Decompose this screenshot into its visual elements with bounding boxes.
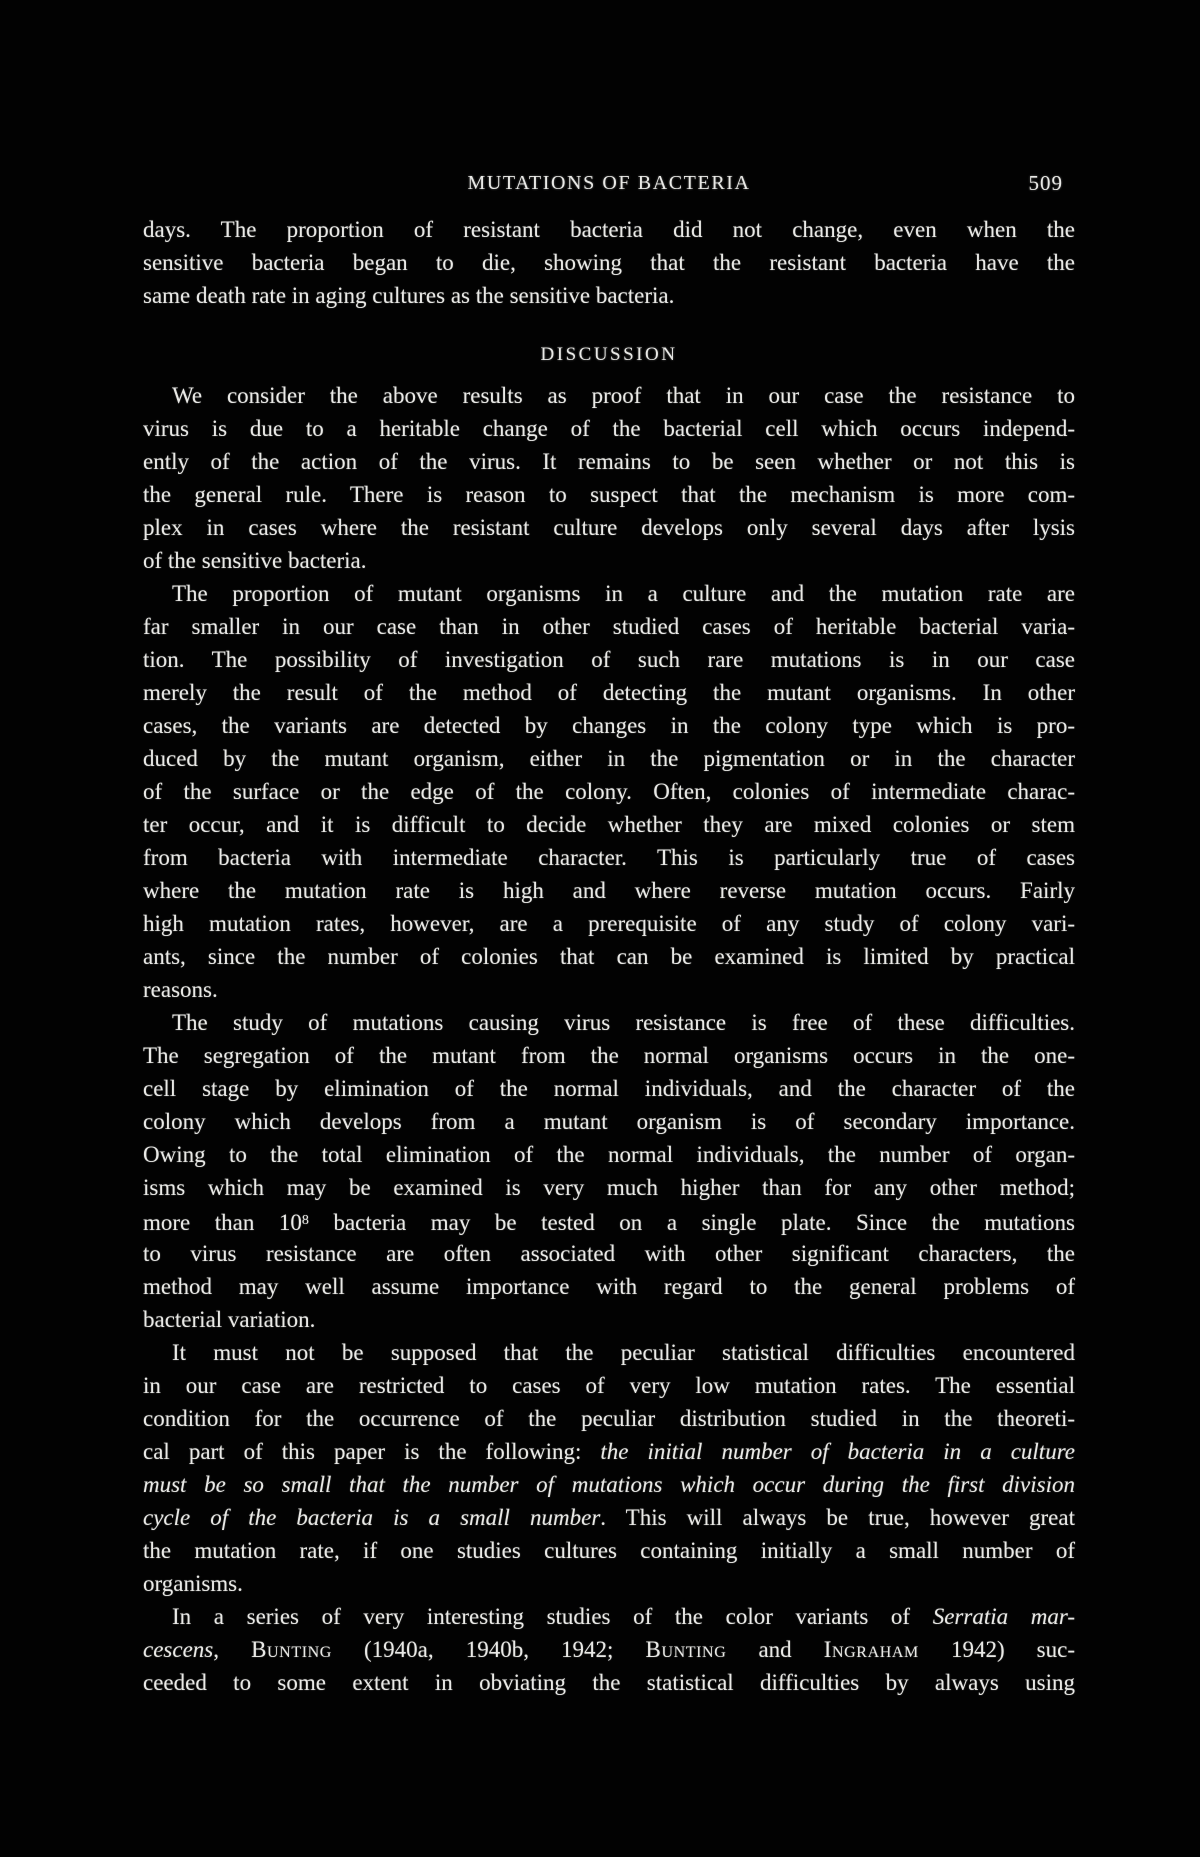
text-line [143,1501,1075,1534]
text-line [143,1171,1075,1204]
text-run: where the mutation rate is high and where reverse mutation occurs. Fairly [143,878,1075,903]
text-run: (1940a, 1940b, 1942; [331,1637,646,1662]
text-line [143,1237,1075,1270]
text-line [143,279,1075,312]
text-run: of the surface or the edge of the colony. Often, colonies of intermediate charac- [143,779,1075,804]
text-line [143,643,1075,676]
text-run: colony which develops from a mutant organism is of secondary importance. [143,1109,1075,1134]
text-line [143,1666,1075,1699]
text-line [143,1303,1075,1336]
text-run: ently of the action of the virus. It remains to be seen whether or not this is [143,449,1075,474]
running-head: MUTATIONS OF BACTERIA [467,172,751,194]
text-line [143,1072,1075,1105]
text-run: The study of mutations causing virus resistance is free of these difficulties. [172,1010,1075,1035]
text-run: virus is due to a heritable change of the bacterial cell which occurs independ- [143,416,1075,441]
text-run: cases, the variants are detected by changes in the colony type which is pro- [143,713,1075,738]
text-run: more than 10 [143,1210,302,1235]
text-run: In a series of very interesting studies of the color variants of [172,1604,933,1629]
text-line [143,412,1075,445]
text-run: The segregation of the mutant from the normal organisms occurs in the one- [143,1043,1075,1068]
text-line [143,379,1075,412]
text-run: bacterial variation. [143,1307,316,1332]
text-line [143,213,1075,246]
text-run: cell stage by elimination of the normal individuals, and the character of the [143,1076,1075,1101]
text-run: 1942) suc- [918,1637,1075,1662]
text-run: of the sensitive bacteria. [143,548,367,573]
text-line [143,841,1075,874]
text-line [143,1336,1075,1369]
text-run: We consider the above results as proof that in our case the resistance to [172,383,1075,408]
text-line [143,874,1075,907]
text-line [143,1369,1075,1402]
text-line [143,940,1075,973]
text-line [143,1105,1075,1138]
text-run: far smaller in our case than in other studied cases of heritable bacterial varia- [143,614,1075,639]
small-caps-name: Bunting [645,1637,727,1662]
text-line [143,775,1075,808]
text-run: from bacteria with intermediate character. This is particularly true of cases [143,845,1075,870]
text-run: ceeded to some extent in obviating the statistical difficulties by always using [143,1670,1075,1695]
text-run: sensitive bacteria began to die, showing that the resistant bacteria have the [143,250,1075,275]
text-run: and [726,1637,824,1662]
text-run: the mutation rate, if one studies cultures containing initially a small number of [143,1538,1075,1563]
text-line [143,676,1075,709]
text-run: tion. The possibility of investigation of such rare mutations is in our case [143,647,1075,672]
text-run: Owing to the total elimination of the normal individuals, the number of organ- [143,1142,1075,1167]
text-run: It must not be supposed that the peculiar statistical difficulties encountered [172,1340,1075,1365]
text-run: condition for the occurrence of the peculiar distribution studied in the theoreti- [143,1406,1075,1431]
text-run: reasons. [143,977,218,1002]
text-column [143,0,1075,1699]
text-line [143,907,1075,940]
text-run: high mutation rates, however, are a prerequisite of any study of colony vari- [143,911,1075,936]
text-line [143,742,1075,775]
text-line [143,808,1075,841]
text-line [143,610,1075,643]
text-run: plex in cases where the resistant culture develops only several days after lysis [143,515,1075,540]
page-number: 509 [1028,171,1063,195]
text-line [143,1567,1075,1600]
small-caps-name: Ingraham [823,1637,919,1662]
text-line [143,1435,1075,1468]
text-line [143,1138,1075,1171]
text-line [143,577,1075,610]
text-run: cal part of this paper is the following: [143,1439,601,1464]
text-run: organisms. [143,1571,243,1596]
text-line [143,1633,1075,1666]
text-line [143,1039,1075,1072]
text-run: bacteria may be tested on a single plate. Since the mutations [308,1210,1075,1235]
text-line [143,544,1075,577]
page-header [143,170,1075,196]
text-line [143,709,1075,742]
text-line [143,478,1075,511]
text-run: merely the result of the method of detecting the mutant organisms. In other [143,680,1075,705]
text-line [143,1270,1075,1303]
text-run: cescens [143,1637,214,1662]
text-run: , [213,1637,252,1662]
text-line [143,1402,1075,1435]
text-line [143,246,1075,279]
text-run: to virus resistance are often associated with other significant characters, the [143,1241,1075,1266]
text-run: . This will always be true, however great [600,1505,1075,1530]
text-run: isms which may be examined is very much higher than for any other method; [143,1175,1075,1200]
small-caps-name: Bunting [251,1637,332,1662]
text-run: ter occur, and it is difficult to decide whether they are mixed colonies or stem [143,812,1075,837]
superscript: 8 [301,1213,309,1228]
text-run: method may well assume importance with regard to the general problems of [143,1274,1075,1299]
text-run: the initial number of bacteria in a culture [600,1439,1075,1464]
text-line [143,1534,1075,1567]
text-run: days. The proportion of resistant bacteria did not change, even when the [143,217,1075,242]
text-run: in our case are restricted to cases of very low mutation rates. The essential [143,1373,1075,1398]
section-heading: DISCUSSION [540,344,678,365]
text-run: The proportion of mutant organisms in a culture and the mutation rate are [172,581,1075,606]
text-line [143,445,1075,478]
text-run: ants, since the number of colonies that can be examined is limited by practical [143,944,1075,969]
text-line [143,1204,1075,1237]
text-line [143,973,1075,1006]
text-line [143,1006,1075,1039]
text-body [143,213,1075,1699]
text-line [143,511,1075,544]
text-line [143,1600,1075,1633]
text-run: same death rate in aging cultures as the sensitive bacteria. [143,283,675,308]
text-run: the general rule. There is reason to suspect that the mechanism is more com- [143,482,1075,507]
text-run: Serratia mar- [932,1604,1075,1629]
text-run: must be so small that the number of mutations which occur during the first division [143,1472,1075,1497]
text-line [143,1468,1075,1501]
text-run: cycle of the bacteria is a small number [143,1505,601,1530]
text-run: duced by the mutant organism, either in the pigmentation or in the character [143,746,1075,771]
